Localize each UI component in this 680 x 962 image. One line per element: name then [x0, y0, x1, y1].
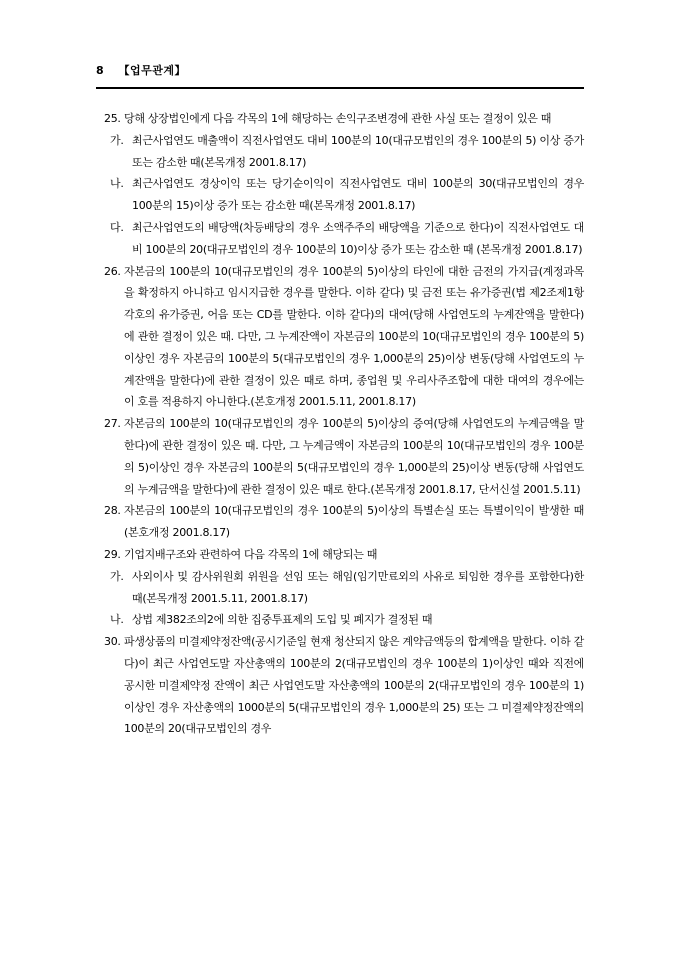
- subclause-29-na: [96, 609, 584, 631]
- subclause-number: 나.: [110, 177, 124, 191]
- subclause-text: 사외이사 및 감사위원회 위원을 선임 또는 해임(임기만료외의 사유로 퇴임한 경우를 포함한다)한 때(본목개정 2001.5.11, 2001.8.17): [132, 569, 584, 605]
- header-rule: [96, 87, 584, 89]
- clause-text: 자본금의 100분의 10(대규모법인의 경우 100분의 5)이상의 특별손실 또는 특별이익이 발생한 때(본호개정 2001.8.17): [124, 504, 584, 540]
- clause-number: 29.: [104, 547, 121, 561]
- clause-26: [96, 261, 584, 414]
- clause-text: 파생상품의 미결제약정잔액(공시기준일 현재 청산되지 않은 계약금액등의 합계액을 말한다. 이하 같다)이 최근 사업연도말 자산총액의 100분의 2(대규모법인의 경우 100분의 1)이상인 때와 직전에 공시한 미결제약정 잔액이 최근 사업연도말 자산총액의 100분의 2(대규모법인의 경우 100분의 1)이상인 경우 자산총액의 1000분의 5(대규모법인의 경우 1,000분의 25) 또는 그 미결제약정잔액의 100분의 20(대규모법인의 경우: [124, 635, 584, 736]
- subclause-number: 가.: [110, 569, 124, 583]
- clause-text: 자본금의 100분의 10(대규모법인의 경우 100분의 5)이상의 증여(당해 사업연도의 누계금액을 말한다)에 관한 결정이 있은 때. 다만, 그 누계금액이 자본금의 100분의 10(대규모법인의 경우 100분의 5)이상인 경우 자본금의 100분의 5(대규모법인의 경우 1,000분의 25)이상 변동(당해 사업연도의 누계금액을 말한다)에 관한 결정이 있은 때로 한다.(본목개정 2001.8.17, 단서신설 2001.5.11): [124, 417, 584, 496]
- clause-30: [96, 631, 584, 740]
- clause-text: 기업지배구조와 관련하여 다음 각목의 1에 해당되는 때: [124, 547, 378, 561]
- page-number: 8: [96, 64, 105, 77]
- subclause-number: 나.: [110, 613, 124, 627]
- clause-28: [96, 500, 584, 544]
- clause-number: 26.: [104, 264, 121, 278]
- subclause-25-na: [96, 173, 584, 217]
- subclause-text: 최근사업연도 매출액이 직전사업연도 대비 100분의 10(대규모법인의 경우 100분의 5) 이상 증가 또는 감소한 때(본목개정 2001.8.17): [132, 133, 584, 169]
- section-title: 【업무관계】: [118, 64, 187, 77]
- clause-number: 27.: [104, 417, 121, 431]
- clause-number: 28.: [104, 504, 121, 518]
- clause-text: 당해 상장법인에게 다음 각목의 1에 해당하는 손익구조변경에 관한 사실 또는 결정이 있은 때: [124, 112, 552, 125]
- page-header: [96, 62, 584, 78]
- subclause-29-ga: [96, 566, 584, 610]
- subclause-25-da: [96, 217, 584, 261]
- clause-number: 25.: [104, 112, 121, 125]
- clause-29: [96, 544, 584, 566]
- clause-number: 30.: [104, 635, 121, 649]
- clause-25: [96, 108, 584, 130]
- clause-text: 자본금의 100분의 10(대규모법인의 경우 100분의 5)이상의 타인에 대한 금전의 가지급(계정과목을 확정하지 아니하고 임시지급한 경우를 말한다. 이하 같다) 및 금전 또는 유가증권(법 제2조제1항 각호의 유가증권, 어음 또는 CD를 말한다. 이하 같다)의 대여(당해 사업연도의 누계잔액을 말한다)에 관한 결정이 있은 때. 다만, 그 누계잔액이 자본금의 100분의 10(대규모법인의 경우 100분의 5)이상인 경우 자본금의 100분의 5(대규모법인의 경우 1,000분의 25)이상 변동(당해 사업연도의 누계잔액을 말한다)에 관한 결정이 있은 때로 하며, 종업원 및 우리사주조합에 대한 대여의 경우에는 이 호를 적용하지 아니한다.(본호개정 2001.5.11, 2001.8.17): [124, 264, 584, 409]
- subclause-number: 다.: [110, 220, 124, 234]
- subclause-25-ga: [96, 130, 584, 174]
- subclause-text: 최근사업연도의 배당액(차등배당의 경우 소액주주의 배당액을 기준으로 한다)이 직전사업연도 대비 100분의 20(대규모법인의 경우 100분의 10)이상 증가 또는 감소한 때 (본목개정 2001.8.17): [132, 220, 584, 256]
- subclause-text: 상법 제382조의2에 의한 집중투표제의 도입 및 폐지가 결정된 때: [132, 613, 433, 627]
- subclause-number: 가.: [110, 133, 124, 147]
- regulation-body: [96, 108, 584, 740]
- clause-27: [96, 413, 584, 500]
- subclause-text: 최근사업연도 경상이익 또는 당기순이익이 직전사업연도 대비 100분의 30(대규모법인의 경우 100분의 15)이상 증가 또는 감소한 때(본목개정 2001.8.17): [132, 177, 584, 213]
